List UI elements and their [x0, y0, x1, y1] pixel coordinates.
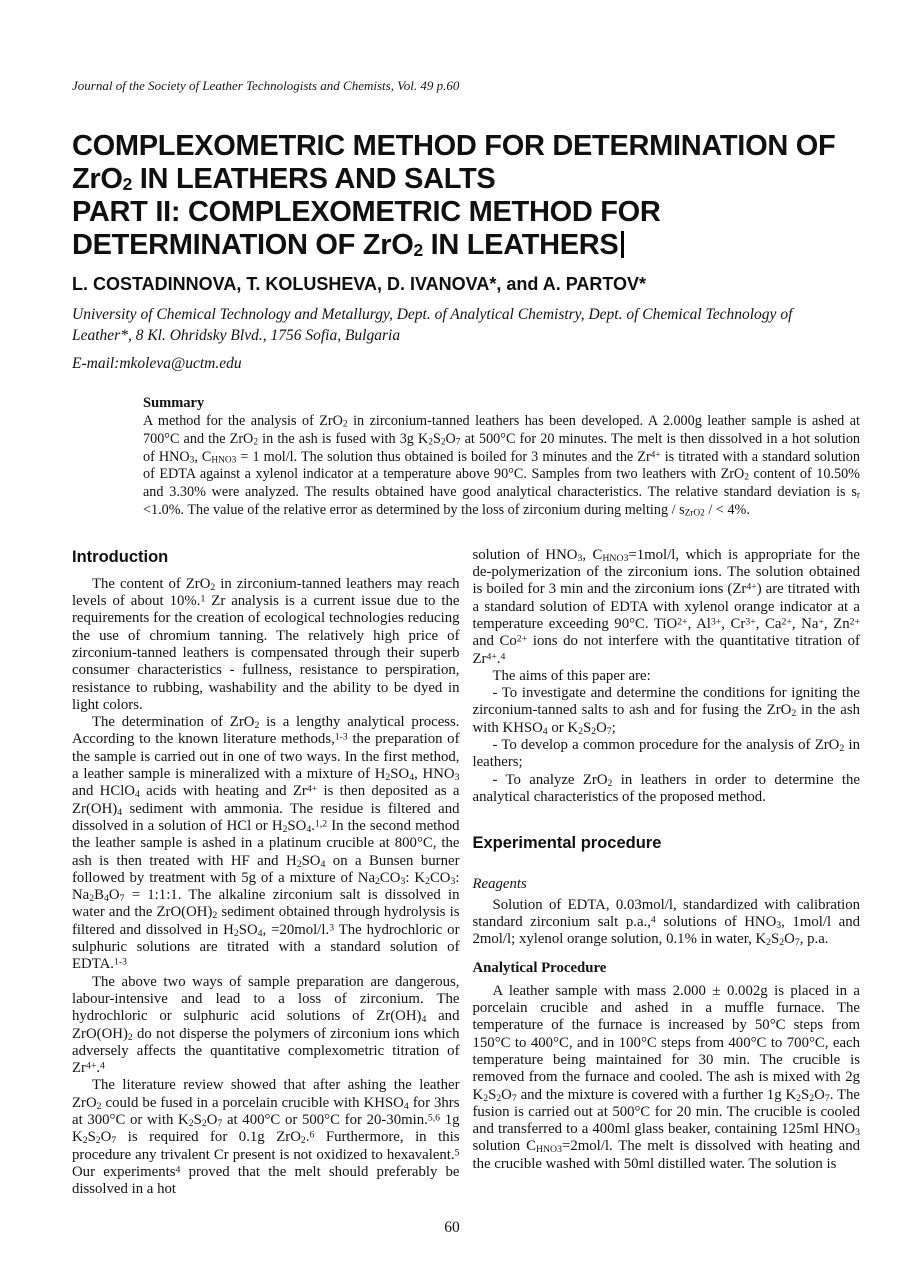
- authors-line: L. COSTADINNOVA, T. KOLUSHEVA, D. IVANOVA*, and A. PARTOV*: [72, 274, 647, 294]
- paragraph: A leather sample with mass 2.000 ± 0.002g is placed in a porcelain crucible and ashed in a muffle furnace. The temperature of the furnace is increased by 50°C steps from 150°C to 400°C, and in 100°C steps from 400°C to 700°C, each temperature being maintained for 30 min. The crucible is removed from the furnace and cooled. The ash is mixed with 2g $K_2S_2O_7$ and the mixture is covered with a further 1g $K_2S_2O_7$. The fusion is carried out at 500°C for 20 min. The crucible is cooled and transferred to a 400ml glass beaker, containing 125ml $HNO_3$ solution $C_{HNO3}=2mol/l$. The melt is dissolved with heating and the crucible washed with 50ml distilled water. The solution is: [472, 982, 860, 1172]
- page-content: [72, 0, 860, 1198]
- paragraph: - To develop a common procedure for the analysis of ZrO$_2$ in leathers;: [472, 737, 860, 771]
- summary-body: A method for the analysis of ZrO$_2$ in zirconium-tanned leathers has been developed. A 2.000g leather sample is ashed at 700°C and the ZrO$_2$ in the ash is fused with 3g $K_2S_2O_7$ at 500°C for 20 minutes. The melt is then dissolved in a hot solution of $HNO_3$, $C_{HNO3} = 1$ mol/l. The solution thus obtained is boiled for 3 minutes and the $Zr^{4+}$ is titrated with a standard solution of EDTA against a xylenol indicator at a temperature above 90°C. Samples from two leathers with ZrO$_2$ content of 10.50% and 3.30% were analyzed. The results obtained have good analytical characteristics. The relative standard deviation is $s_r <1.0\%$. The value of the relative error as determined by the loss of zirconium during melting / $s_{ZrO2}$ / < 4%.: [143, 413, 861, 519]
- body-columns: [72, 547, 860, 1199]
- paragraph: The aims of this paper are:: [492, 667, 651, 684]
- affiliation-line: University of Chemical Technology and Metallurgy, Dept. of Analytical Chemistry, Dept. of Chemical Technology of: [72, 306, 793, 323]
- paragraph: Solution of EDTA, 0.03mol/l, standardized with calibration standard zirconium salt p.a.,$^4$ solutions of $HNO_3$, 1mol/l and 2mol/l; xylenol orange solution, 0.1% in water, $K_2S_2O_7$, p.a.: [472, 896, 860, 948]
- title-line: COMPLEXOMETRIC METHOD FOR DETERMINATION OF: [72, 130, 836, 162]
- title-line: [72, 229, 860, 262]
- right-column: [473, 547, 861, 1199]
- paragraph: The content of ZrO$_2$ in zirconium-tanned leathers may reach levels of about 10%.$^1$ Zr analysis is a current issue due to the requirements for the creation of ecological technologies reducing the use of chromium tanning. The relatively high price of zirconium-tanned leathers is compensated through their superb consumer characteristics - fullness, resistance to perspiration, resistance to rubbing, washability and the ability to be dyed in light colors.: [72, 575, 460, 713]
- affiliation: [72, 304, 860, 346]
- paragraph: - To analyze ZrO$_2$ in leathers in order to determine the analytical characteristics of the proposed method.: [472, 771, 860, 805]
- title-line: ZrO$_2$ IN LEATHERS AND SALTS: [72, 163, 496, 195]
- article-title: [72, 130, 860, 262]
- page-number: 60: [444, 1219, 460, 1236]
- paragraph: The determination of ZrO$_2$ is a lengthy analytical process. According to the known literature methods,$^{1-3}$ the preparation of the sample is carried out in one of two ways. In the first method, a leather sample is mineralized with a mixture of $H_2SO_4$, $HNO_3$ and HClO$_4$ acids with heating and $Zr^{4+}$ is then deposited as a $Zr(OH)_4$ sediment with ammonia. The residue is filtered and dissolved in a solution of HCl or $H_2SO_4.^{1,2}$ In the second method the leather sample is ashed in a platinum crucible at 800°C, the ash is then treated with HF and $H_2SO_4$ on a Bunsen burner followed by treatment with 5g of a mixture of $Na_2CO_3$: $K_2CO_3$: $Na_2B_4O_7$ = 1:1:1. The alkaline zirconium salt is dissolved in water and the $ZrO(OH)_2$ sediment obtained through hydrolysis is filtered and dissolved in $H_2SO_4$, =20mol/l.$^3$ The hydrochloric or sulphuric solutions are titrated with a standard solution of EDTA.$^{1-3}$: [72, 714, 460, 973]
- paragraph: - To investigate and determine the conditions for igniting the zirconium-tanned salts to ash and for fusing the ZrO$_2$ in the ash with $KHSO_4$ or $K_2S_2O_7$;: [472, 685, 860, 737]
- title-line: PART II: COMPLEXOMETRIC METHOD FOR: [72, 196, 661, 228]
- title-line-text: DETERMINATION OF ZrO$_2$ IN LEATHERS: [72, 229, 619, 261]
- paragraph: The above two ways of sample preparation are dangerous, labour-intensive and lead to a loss of zirconium. The hydrochloric or sulphuric acid solutions of $Zr(OH)_4$ and $ZrO(OH)_2$ do not disperse the polymers of zirconium ions which adversely affects the quantitative complexometric titration of $Zr^{4+}.^4$: [72, 973, 460, 1077]
- summary-block: [143, 394, 860, 520]
- summary-heading: Summary: [143, 395, 205, 411]
- paragraph-continuation: solution of $HNO_3$, $C_{HNO3}=1mol/l$, which is appropriate for the de-polymerization of the zirconium ions. The solution obtained is boiled for 3 min and the zirconium ions $(Zr^{4+})$ are titrated with a standard solution of EDTA with xylenol orange indicator at a temperature exceeding 90°C. TiO$^{2+}$, $Al^{3+}$, $Cr^{3+}$, $Ca^{2+}$, Na+, $Zn^{2+}$ and $Co^{2+}$ ions do not interfere with the quantitative titration of $Zr^{4+}.^4$: [472, 546, 860, 667]
- journal-header: Journal of the Society of Leather Technologists and Chemists, Vol. 49 p.60: [72, 78, 460, 93]
- section-heading: Introduction: [72, 547, 169, 566]
- text-cursor-caret: [621, 231, 624, 258]
- subsection-heading: Reagents: [472, 876, 527, 893]
- section-heading: Experimental procedure: [472, 834, 662, 853]
- email-line: E-mail:mkoleva@uctm.edu: [72, 355, 242, 372]
- left-column: [72, 547, 460, 1199]
- subsection-heading: Analytical Procedure: [472, 960, 607, 977]
- affiliation-line: Leather*, 8 Kl. Ohridsky Blvd., 1756 Sofia, Bulgaria: [72, 327, 401, 344]
- paragraph: The literature review showed that after ashing the leather ZrO$_2$ could be fused in a porcelain crucible with $KHSO_4$ for 3hrs at 300°C or with $K_2S_2O_7$ at 400°C or 500°C for 20-30min.$^{5,6}$ 1g $K_2S_2O_7$ is required for 0.1g ZrO$_2$.$^6$ Furthermore, in this procedure any trivalent Cr present is not oxidized to hexavalent.$^5$ Our experiments$^4$ proved that the melt should preferably be dissolved in a hot: [72, 1077, 460, 1198]
